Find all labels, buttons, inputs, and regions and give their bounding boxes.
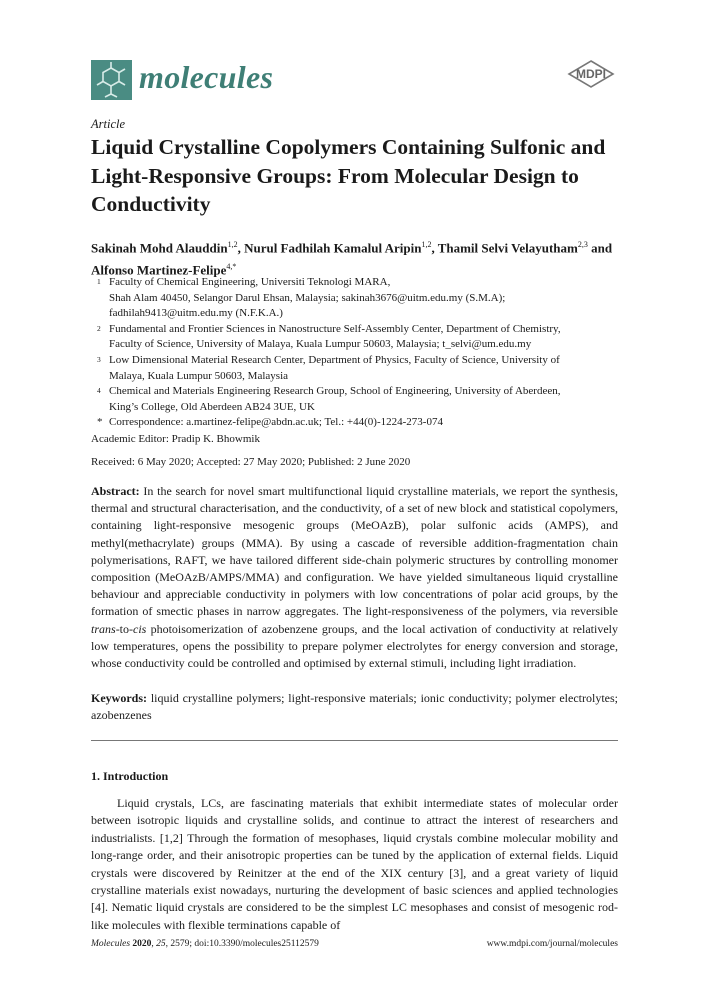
affiliation-item: 2 Fundamental and Frontier Sciences in Nanostructure Self-Assembly Center, Department of Chemistry, Faculty of Science, University of Malaya, Kuala Lumpur 50603, Malaysia; t_selvi@um.edu.my (97, 322, 561, 351)
author-affiliation-mark: 1,2 (421, 240, 432, 249)
author-list: Sakinah Mohd Alauddin$^{1,2}$, Nurul Fadhilah Kamalul Aripin$^{1,2}$, Thamil Selvi Velayutham$^{2,3}$ and Alfonso Martinez-Felipe$^{4,*}$ (91, 240, 613, 278)
publisher-text: MDPI (576, 67, 606, 81)
author-affiliation-mark: 4,* (226, 262, 237, 272)
correspondence: * Correspondence: a.martinez-felipe@abdn.ac.uk; Tel.: +44(0)-1224-273-074 (97, 416, 443, 429)
author-name: Alfonso Martinez-Felipe (91, 262, 227, 278)
citation-footer: Molecules 2020, 25, 2579; doi:10.3390/molecules25112579 (91, 939, 319, 949)
affiliations (97, 275, 627, 431)
article-title: Liquid Crystalline Copolymers Containing Sulfonic and Light-Responsive Groups: From Molecular Design to Conductivity (91, 135, 606, 216)
article-type: Article (91, 117, 126, 131)
keywords: Keywords: liquid crystalline polymers; light-responsive materials; ionic conductivity; polymer electrolytes; azobenzenes (91, 691, 618, 723)
journal-url: www.mdpi.com/journal/molecules (486, 939, 618, 949)
journal-name: molecules (139, 59, 274, 95)
affiliation-item: 4 Chemical and Materials Engineering Research Group, School of Engineering, University of Aberdeen, King’s College, Old Aberdeen AB24 3UE, UK (97, 385, 561, 413)
author-name: Thamil Selvi Velayutham (437, 240, 578, 256)
affiliation-item: 3 Low Dimensional Material Research Center, Department of Physics, Faculty of Science, University of Malaya, Kuala Lumpur 50603, Malaysia (97, 353, 560, 382)
publication-dates: Received: 6 May 2020; Accepted: 27 May 2020; Published: 2 June 2020 (91, 456, 411, 468)
author-affiliation-mark: 2,3 (577, 240, 588, 249)
journal-logo-icon (91, 60, 132, 100)
divider (91, 740, 618, 741)
mdpi-logo-icon (566, 60, 616, 88)
abstract: Abstract: In the search for novel smart multifunctional liquid crystalline materials, we report the synthesis, thermal and structural characterisation, and the conductivity, of a set of new block and statistical copolymers, containing light-responsive mesogenic groups (MeOAzB), polar sulfonic acids (AMPS), and methyl(methacrylate) groups (MMA). By using a cascade of reversible addition-fragmentation chain polymerisations, RAFT, we have tailored different side-chain polymeric structures by controlling monomer composition (MeOAzB/AMPS/MMA) and configuration. We have yielded simultaneous liquid crystalline behaviour and appreciable conductivity in polymers with low concentrations of polar acid groups, by the formation of smectic phases in narrow aggregates. The light-responsiveness of the polymers, via reversible trans-to-cis photoisomerization of azobenzene groups, and the local activation of conductivity at relatively low temperatures, opens the possibility to prepare polymer electrolytes for energy conversion and storage, whose conductivity could be controlled and optimised by external stimuli, including light irradiation. (91, 484, 618, 671)
author-affiliation-mark: 1,2 (227, 240, 238, 249)
author-name: Nurul Fadhilah Kamalul Aripin (244, 240, 422, 256)
affiliation-item: 1 Faculty of Chemical Engineering, Universiti Teknologi MARA, Shah Alam 40450, Selangor Darul Ehsan, Malaysia; sakinah3676@uitm.edu.my (S.M.A); fadhilah9413@uitm.edu.my (N.F.K.A.) (97, 276, 506, 320)
section-heading: 1. Introduction (91, 769, 169, 783)
section-body: Liquid crystals, LCs, are fascinating materials that exhibit intermediate states of molecular order between isotropic liquids and crystalline solids, and continue to attract the interest of researchers and industrialists. [1,2] Through the formation of mesophases, liquid crystals combine molecular mobility and long-range order, and their anisotropic properties can be tuned by the application of external fields. Liquid crystals were discovered by Reinitzer at the end of the XIX century [3], and a great variety of liquid crystalline materials exist nowadays, nurturing the development of basic sciences and applied technologies [4]. Nematic liquid crystals are considered to be the simplest LC mesophases and consist of mesogenic rod-like molecules with flexible terminations capable of (91, 796, 618, 932)
academic-editor: Academic Editor: Pradip K. Bhowmik (91, 433, 260, 445)
keywords-label: Keywords: (91, 691, 147, 705)
abstract-label: Abstract: (91, 484, 140, 498)
author-name: Sakinah Mohd Alauddin (91, 240, 228, 256)
